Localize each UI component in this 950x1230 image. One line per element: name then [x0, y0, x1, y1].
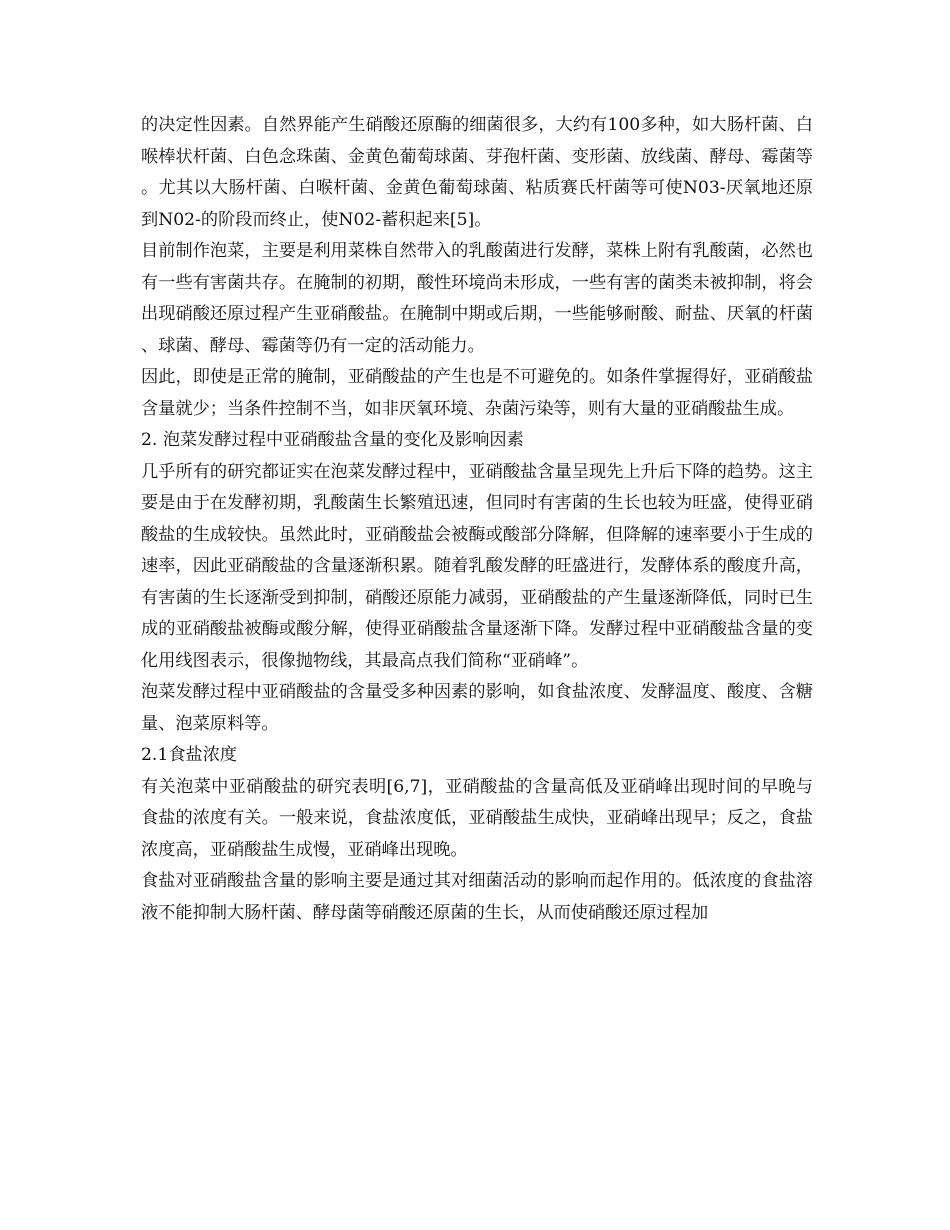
paragraph-6: 有关泡菜中亚硝酸盐的研究表明[6,7]，亚硝酸盐的含量高低及亚硝峰出现时间的早晚与食盐的浓度有关。一般来说，食盐浓度低，亚硝酸盐生成快，亚硝峰出现早；反之，食盐浓度高，亚硝酸盐生成慢，亚硝峰出现晚。	[141, 776, 813, 860]
section-heading-2: 2. 泡菜发酵过程中亚硝酸盐含量的变化及影响因素	[141, 430, 524, 450]
paragraph-3: 因此，即使是正常的腌制，亚硝酸盐的产生也是不可避免的。如条件掌握得好，亚硝酸盐含量就少；当条件控制不当，如非厌氧环境、杂菌污染等，则有大量的亚硝酸盐生成。	[141, 367, 813, 419]
document-page	[141, 110, 813, 929]
paragraph-5: 泡菜发酵过程中亚硝酸盐的含量受多种因素的影响，如食盐浓度、发酵温度、酸度、含糖量、泡菜原料等。	[141, 682, 813, 734]
paragraph-2: 目前制作泡菜，主要是利用菜株自然带入的乳酸菌进行发酵，菜株上附有乳酸菌，必然也有一些有害菌共存。在腌制的初期，酸性环境尚未形成，一些有害的菌类未被抑制，将会出现硝酸还原过程产生亚硝酸盐。在腌制中期或后期，一些能够耐酸、耐盐、厌氧的杆菌、球菌、酵母、霉菌等仍有一定的活动能力。	[141, 241, 813, 356]
section-heading-2-1: 2.1食盐浓度	[141, 745, 238, 765]
paragraph-7: 食盐对亚硝酸盐含量的影响主要是通过其对细菌活动的影响而起作用的。低浓度的食盐溶液不能抑制大肠杆菌、酵母菌等硝酸还原菌的生长，从而使硝酸还原过程加	[141, 871, 813, 923]
paragraph-4: 几乎所有的研究都证实在泡菜发酵过程中，亚硝酸盐含量呈现先上升后下降的趋势。这主要是由于在发酵初期，乳酸菌生长繁殖迅速，但同时有害菌的生长也较为旺盛，使得亚硝酸盐的生成较快。虽然此时，亚硝酸盐会被酶或酸部分降解，但降解的速率要小于生成的速率，因此亚硝酸盐的含量逐渐积累。随着乳酸发酵的旺盛进行，发酵体系的酸度升高，有害菌的生长逐渐受到抑制，硝酸还原能力减弱，亚硝酸盐的产生量逐渐降低，同时已生成的亚硝酸盐被酶或酸分解，使得亚硝酸盐含量逐渐下降。发酵过程中亚硝酸盐含量的变化用线图表示，很像抛物线，其最高点我们简称“亚硝峰”。	[141, 461, 813, 671]
paragraph-1: 的决定性因素。自然界能产生硝酸还原酶的细菌很多，大约有100多种，如大肠杆菌、白喉棒状杆菌、白色念珠菌、金黄色葡萄球菌、芽孢杆菌、变形菌、放线菌、酵母、霉菌等。尤其以大肠杆菌、白喉杆菌、金黄色葡萄球菌、粘质赛氏杆菌等可使N03-厌氧地还原到N02-的阶段而终止，使N02-蓄积起来[5]。	[141, 115, 813, 230]
